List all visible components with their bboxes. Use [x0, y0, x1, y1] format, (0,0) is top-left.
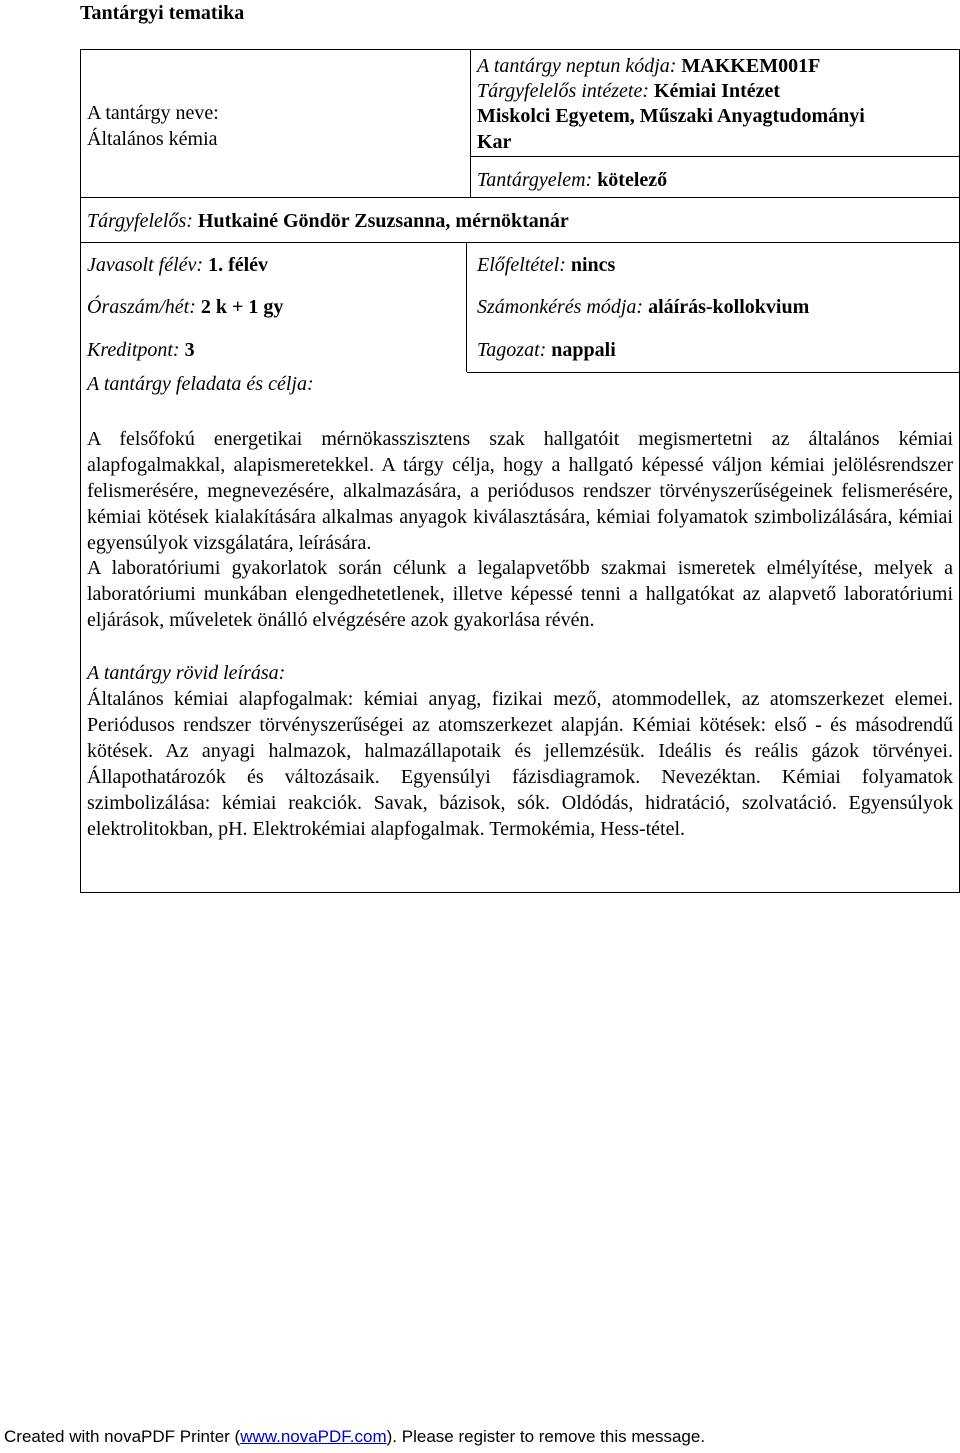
credits-row	[87, 337, 195, 363]
institute-value: Kémiai Intézet	[654, 80, 781, 102]
course-name-label: A tantárgy neve:	[87, 102, 219, 124]
semester-value: 1. félév	[208, 254, 269, 276]
goal-label: A tantárgy feladata és célja:	[87, 373, 314, 395]
institute-row	[477, 78, 780, 104]
course-element-value: kötelező	[597, 169, 668, 191]
prerequisite-value: nincs	[570, 254, 616, 276]
responsible-label: Tárgyfelelős:	[87, 210, 193, 232]
semester-label: Javasolt félév:	[87, 254, 204, 276]
credits-value: 3	[184, 339, 195, 361]
hours-label: Óraszám/hét:	[87, 296, 196, 318]
study-mode-row	[477, 337, 616, 363]
exam-value: aláírás-kollokvium	[648, 296, 810, 318]
credits-label: Kreditpont:	[87, 339, 180, 361]
prerequisite-label: Előfeltétel:	[477, 254, 566, 276]
short-description-label: A tantárgy rövid leírása:	[87, 662, 286, 684]
responsible-value: Hutkainé Göndör Zsuzsanna, mérnöktanár	[197, 210, 569, 232]
footer-prefix: Created with novaPDF Printer (	[4, 1427, 241, 1446]
short-description: Általános kémiai alapfogalmak: kémiai anyag, fizikai mező, atommodellek, az atomszerkezet elemei. Periódusos rendszer törvényszerűségei az atomszerkezet alapján. Kémiai kötések: első - és másodrendű kötések. Az anyagi halmazok, halmazállapotaik és jellemzésük. Ideális és reális gázok törvényei. Állapothatározók és változásaik. Egyensúlyi fázisdiagramok. Nevezéktan. Kémiai folyamatok szimbolizálása: kémiai reakciók. Savak, bázisok, sók. Oldódás, hidratáció, szolvatáció. Egyensúlyok elektrolitokban, pH. Elektrokémiai alapfogalmak. Termokémia, Hess-tétel.	[87, 688, 953, 840]
novapdf-link[interactable]: www.novaPDF.com	[240, 1427, 387, 1446]
hours-row	[87, 294, 283, 320]
exam-label: Számonkérés módja:	[477, 296, 644, 318]
course-element-row	[477, 167, 667, 193]
course-element-label: Tantárgyelem:	[477, 169, 593, 191]
institute-label: Tárgyfelelős intézete:	[477, 80, 649, 102]
table-divider-semester	[81, 242, 959, 243]
study-mode-value: nappali	[551, 339, 616, 361]
responsible-row	[87, 208, 569, 234]
table-divider-goal	[467, 372, 959, 373]
neptun-code-label: A tantárgy neptun kódja:	[477, 55, 677, 77]
study-mode-label: Tagozat:	[477, 339, 547, 361]
footer-suffix: ). Please register to remove this message.	[386, 1427, 706, 1446]
university-line-1: Miskolci Egyetem, Műszaki Anyagtudományi	[477, 105, 865, 127]
table-column-divider-top	[470, 50, 471, 197]
prerequisite-row	[477, 252, 615, 278]
goal-paragraph-1: A felsőfokú energetikai mérnökasszisztens szak hallgatóit megismertetni az általános kémiai alapfogalmakkal, alapismeretekkel. A tárgy célja, hogy a hallgató képessé váljon kémiai jelölésrendszer felismerésére, megnevezésére, alkalmazására, a periódusos rendszer törvényszerűségeinek felismerésére, kémiai kötések kialakítására alkalmas anyagok kiválasztására, kémiai folyamatok szimbolizálására, kémiai egyensúlyok vizsgálatára, leírására.	[87, 428, 953, 554]
neptun-code-value: MAKKEM001F	[681, 55, 821, 77]
page-title: Tantárgyi tematika	[80, 2, 245, 24]
course-name-value: Általános kémia	[87, 128, 218, 150]
hours-value: 2 k + 1 gy	[200, 296, 284, 318]
university-line-2: Kar	[477, 131, 512, 153]
table-column-divider-middle	[466, 242, 467, 372]
semester-row	[87, 252, 268, 278]
exam-row	[477, 294, 809, 320]
neptun-code-row	[477, 53, 820, 79]
table-divider-neptun	[471, 156, 959, 157]
novapdf-footer	[4, 1426, 705, 1448]
goal-paragraph-2: A laboratóriumi gyakorlatok során célunk a legalapvetőbb szakmai ismeretek elmélyítése, melyek a laboratóriumi munkában elengedhetetlenek, illetve képessé tenni a hallgatókat az alapvető laboratóriumi eljárások, műveletek önálló elvégzésére azok gyakorlása révén.	[87, 557, 953, 631]
table-divider-responsible	[81, 197, 959, 198]
